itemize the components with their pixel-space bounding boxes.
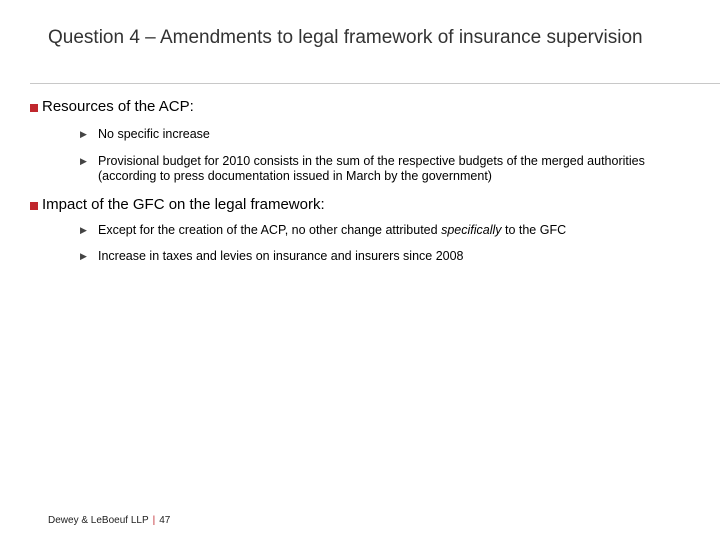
bullet-item <box>80 223 650 238</box>
firm-name: Dewey & LeBoeuf LLP <box>48 515 149 526</box>
page-number: 47 <box>159 515 171 526</box>
red-square-icon <box>30 104 38 112</box>
footer-separator: | <box>152 515 156 526</box>
bullet-item <box>80 154 650 184</box>
triangle-right-icon: ▶ <box>80 251 87 261</box>
section-heading-impact <box>30 196 325 214</box>
section-heading-text: Resources of the ACP: <box>42 98 194 115</box>
slide-footer <box>48 515 170 527</box>
slide-title: Question 4 – Amendments to legal framework of insurance supervision <box>48 27 643 48</box>
bullet-text: Increase in taxes and levies on insurance and insurers since 2008 <box>98 249 464 263</box>
bullet-text <box>98 223 650 238</box>
triangle-right-icon: ▶ <box>80 225 87 235</box>
triangle-right-icon: ▶ <box>80 156 87 166</box>
bullet-text-end: to the GFC <box>501 223 567 237</box>
bullet-item <box>80 249 650 264</box>
bullet-text-emphasis: specifically <box>441 223 502 237</box>
red-square-icon <box>30 202 38 210</box>
bullet-text: No specific increase <box>98 127 210 141</box>
bullet-item <box>80 127 650 142</box>
section-heading-text: Impact of the GFC on the legal framework: <box>42 196 325 213</box>
triangle-right-icon: ▶ <box>80 129 87 139</box>
bullet-text-start: Except for the creation of the ACP, no other change attributed <box>98 223 442 237</box>
bullet-text: Provisional budget for 2010 consists in the sum of the respective budgets of the merged authorities (according to press documentation issued in March by the government) <box>98 154 645 183</box>
title-divider <box>30 83 720 84</box>
section-heading-resources <box>30 98 194 116</box>
